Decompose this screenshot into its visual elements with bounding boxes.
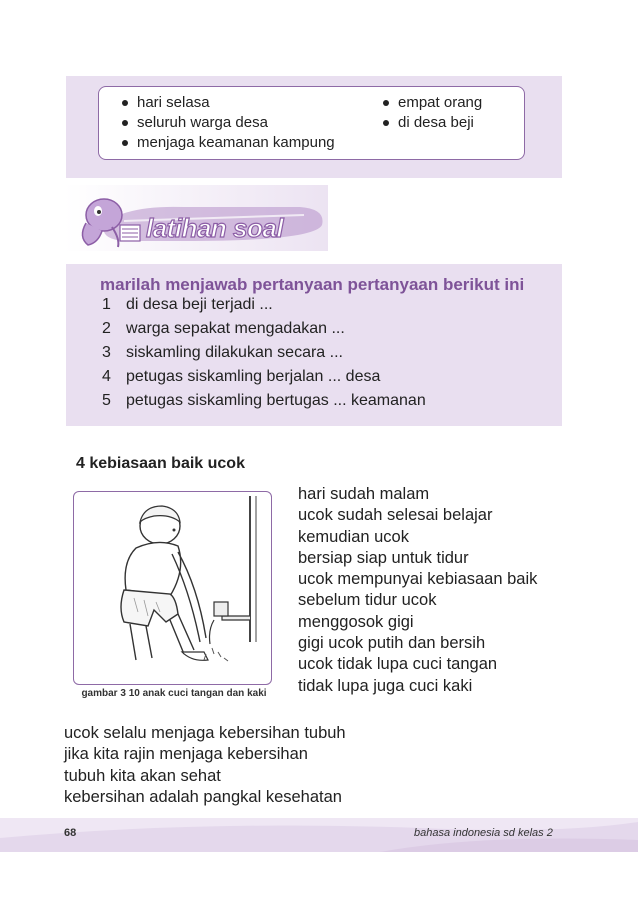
answer-options-box (98, 86, 525, 160)
question-number: 3 (102, 344, 111, 361)
banner-title: latihan soal (146, 213, 284, 243)
story-line: gigi ucok putih dan bersih (298, 634, 486, 653)
story-line: ucok mempunyai kebiasaan baik (298, 570, 538, 589)
question-number: 5 (102, 392, 111, 409)
question-item (102, 344, 343, 362)
page-number: 68 (64, 827, 77, 839)
conclusion-line: kebersihan adalah pangkal kesehatan (64, 787, 342, 806)
story-line: bersiap siap untuk tidur (298, 548, 469, 567)
question-number: 2 (102, 320, 111, 337)
question-text: petugas siskamling berjalan ... desa (126, 368, 381, 385)
story-line: ucok sudah selesai belajar (298, 506, 493, 525)
conclusion-text (64, 723, 346, 808)
answer-option: empat orang (374, 93, 482, 113)
conclusion-line: tubuh kita akan sehat (64, 766, 221, 785)
story-text (298, 484, 537, 697)
child-washing-illustration (74, 492, 270, 683)
answer-option: menjaga keamanan kampung (113, 133, 335, 153)
figure-frame (73, 491, 272, 685)
answer-options-right (374, 93, 482, 133)
answer-option: hari selasa (113, 93, 335, 113)
story-line: ucok tidak lupa cuci tangan (298, 655, 498, 674)
question-number: 1 (102, 296, 111, 313)
conclusion-line: jika kita rajin menjaga kebersihan (64, 745, 308, 764)
question-text: siskamling dilakukan secara ... (126, 344, 343, 361)
question-number: 4 (102, 368, 111, 385)
answer-option: di desa beji (374, 113, 482, 133)
answer-options-left (113, 93, 335, 153)
story-line: tidak lupa juga cuci kaki (298, 676, 473, 695)
question-item (102, 320, 345, 338)
story-line: menggosok gigi (298, 612, 414, 631)
question-text: petugas siskamling bertugas ... keamanan (126, 392, 426, 409)
answer-option: seluruh warga desa (113, 113, 335, 133)
story-line: kemudian ucok (298, 527, 409, 546)
story-line: sebelum tidur ucok (298, 591, 437, 610)
figure-caption: gambar 3 10 anak cuci tangan dan kaki (81, 688, 267, 699)
question-item (102, 368, 380, 386)
story-line: hari sudah malam (298, 485, 430, 503)
question-text: warga sepakat mengadakan ... (126, 320, 345, 337)
exercise-instruction: marilah menjawab pertanyaan pertanyaan berikut ini (100, 275, 525, 294)
book-title: bahasa indonesia sd kelas 2 (414, 827, 553, 839)
question-item (102, 296, 273, 314)
section-heading: 4 kebiasaan baik ucok (76, 455, 245, 472)
question-item (102, 392, 426, 410)
conclusion-line: ucok selalu menjaga kebersihan tubuh (64, 724, 346, 742)
question-text: di desa beji terjadi ... (126, 296, 273, 313)
